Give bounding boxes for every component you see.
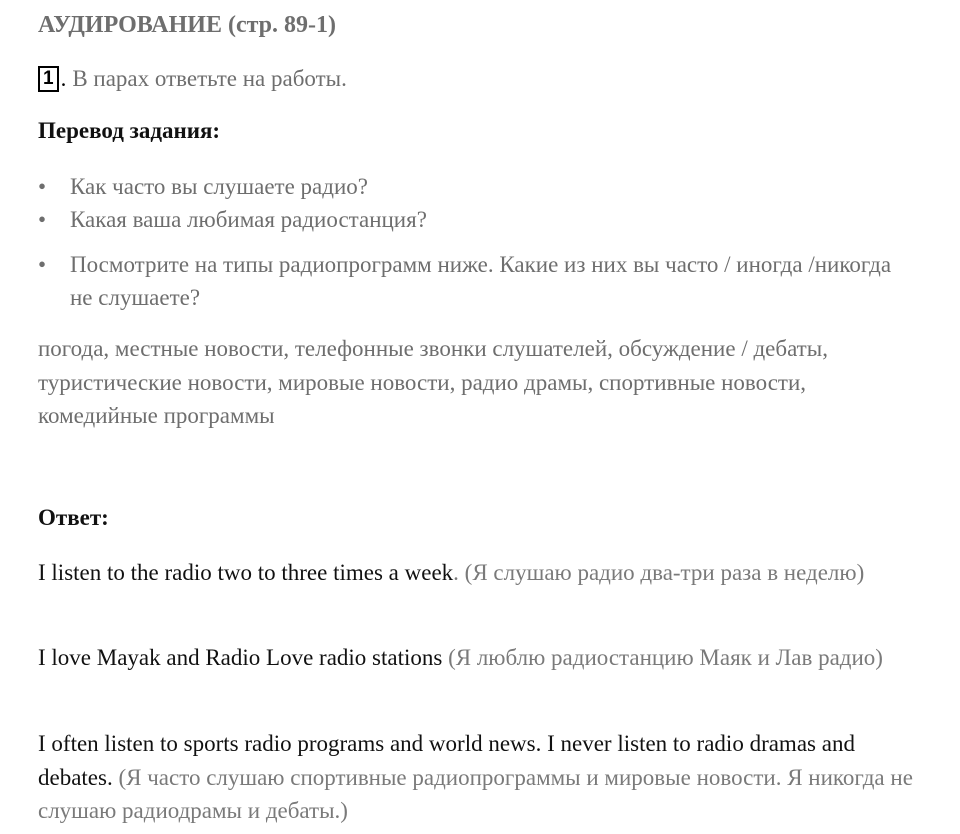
task-number-box: 1 xyxy=(38,66,59,92)
answer-paragraph xyxy=(38,641,918,675)
question-item: • Посмотрите на типы радиопрограмм ниже. Какие из них вы часто / иногда /никогда не слушаете? xyxy=(38,248,918,314)
answer-english: I love Mayak and Radio Love radio stations xyxy=(38,645,443,670)
answer-russian: (Я люблю радиостанцию Маяк и Лав радио) xyxy=(442,645,883,670)
answer-russian: (Я часто слушаю спортивные радиопрограммы и мировые новости. Я никогда не слушаю радиодрамы и дебаты.) xyxy=(38,764,913,823)
question-item: • Как часто вы слушаете радио? xyxy=(38,170,918,203)
program-types-list: погода, местные новости, телефонные звонки слушателей, обсуждение / дебаты, туристические новости, мировые новости, радио драмы, спортивные новости, комедийные программы xyxy=(38,336,828,428)
answer-english: I listen to the radio two to three times a week xyxy=(38,560,454,585)
answer-english: I often listen to sports radio programs and world news. I never listen to radio dramas and debates. xyxy=(38,731,855,790)
task-number-dot: . xyxy=(60,66,67,91)
answer-paragraph xyxy=(38,556,918,590)
page-title: АУДИРОВАНИЕ (стр. 89-1) xyxy=(38,12,337,38)
answer-paragraph xyxy=(38,727,918,828)
answer-russian: . (Я слушаю радио два-три раза в неделю) xyxy=(453,560,865,585)
task-text: В парах ответьте на работы. xyxy=(72,66,347,91)
task-line xyxy=(38,66,347,92)
answer-heading: Ответ: xyxy=(38,505,109,530)
question-item: • Какая ваша любимая радиостанция? xyxy=(38,203,918,236)
translation-heading: Перевод задания: xyxy=(38,118,221,143)
